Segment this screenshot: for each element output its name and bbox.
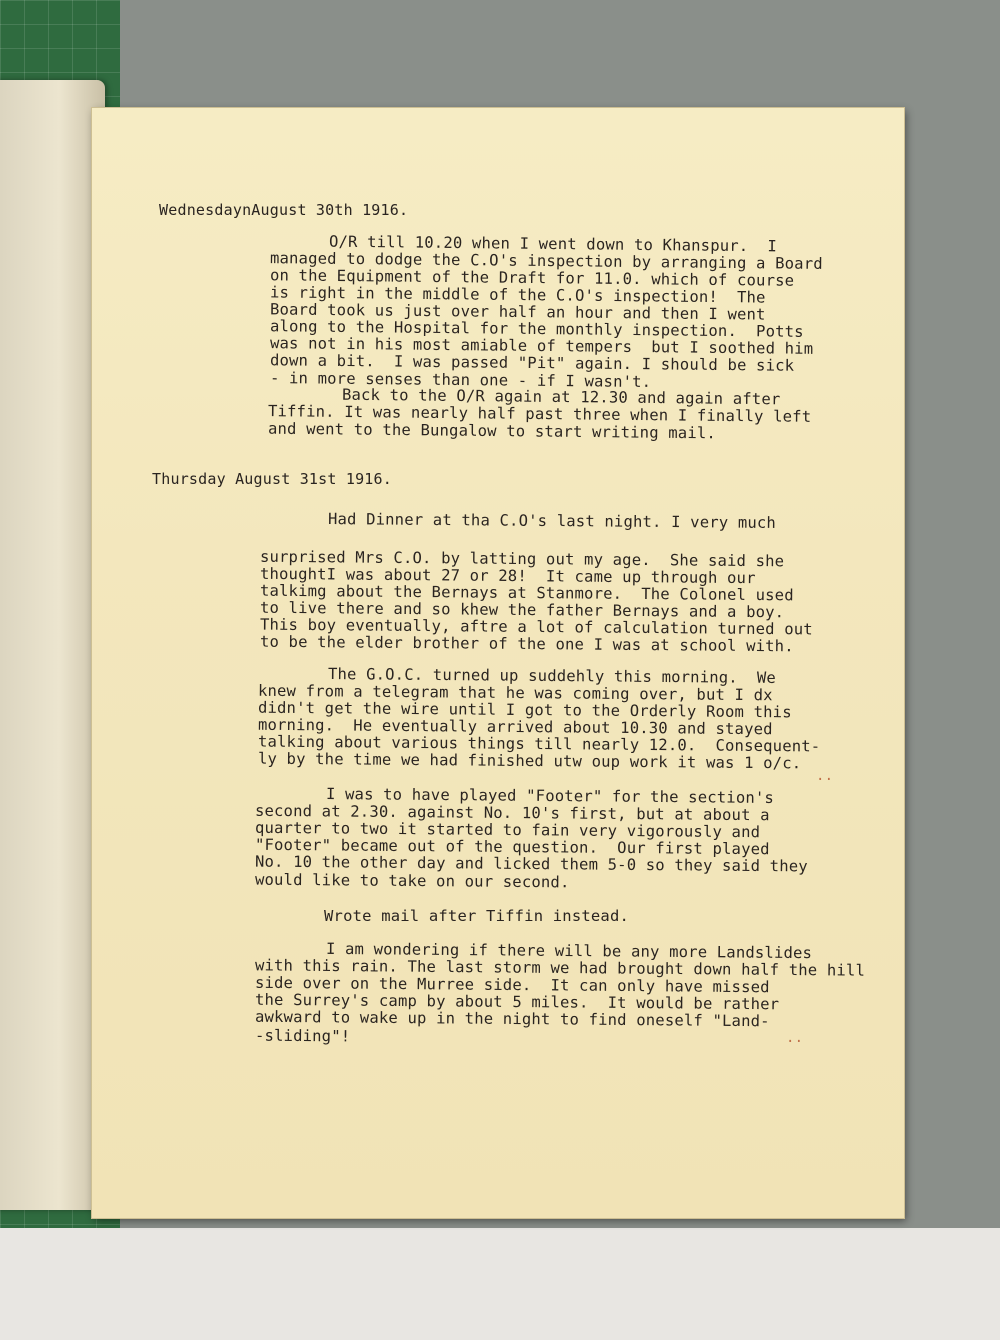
entry-line: The G.O.C. turned up suddehly this morning. We xyxy=(327,665,777,687)
entry-line: I was to have played "Footer" for the section's xyxy=(325,785,775,807)
entry-line: This boy eventually, aftre a lot of calculation turned out xyxy=(259,615,813,639)
entry-line: to live there and so khew the father Bernays and a boy. xyxy=(259,598,785,622)
entry-line: awkward to wake up in the night to find oneself "Land- xyxy=(254,1007,770,1031)
pen-mark: .. xyxy=(786,1030,804,1046)
entry-line: Board took us just over half an hour and then I went xyxy=(269,300,766,324)
entry-heading-thursday: Thursday August 31st 1916. xyxy=(152,470,392,488)
entry-line: second at 2.30. against No. 10's first, but at about a xyxy=(254,801,770,825)
entry-line: on the Equipment of the Draft for 11.0. which of course xyxy=(269,266,795,290)
entry-line: and went to the Bungalow to start writing mail. xyxy=(267,419,717,443)
entry-line: Tiffin. It was nearly half past three when I finally left xyxy=(267,402,812,426)
entry-line: ly by the time we had finished utw oup work it was 1 o/c. xyxy=(257,749,802,773)
entry-line: didn't get the wire until I got to the Orderly Room this xyxy=(257,698,792,722)
entry-line: talkimg about the Bernays at Stanmore. The Colonel used xyxy=(259,581,794,605)
typed-text xyxy=(92,108,904,1218)
entry-line: to be the elder brother of the one I was at school with. xyxy=(259,632,794,656)
entry-line: talking about various things till nearly 12.0. Consequent- xyxy=(257,732,821,756)
entry-line: was not in his most amiable of tempers but I soothed him xyxy=(269,334,814,358)
entry-line: Had Dinner at tha C.O's last night. I very much xyxy=(327,510,777,532)
entry-line: quarter to two it started to fain very vigorously and xyxy=(254,818,761,842)
entry-line: Wrote mail after Tiffin instead. xyxy=(324,907,630,925)
entry-line: -sliding"! xyxy=(254,1026,351,1046)
entry-line: No. 10 the other day and licked them 5-0 so they said they xyxy=(254,852,808,876)
entry-line: is right in the middle of the C.O's inspection! The xyxy=(269,283,766,307)
entry-line: the Surrey's camp by about 5 miles. It would be rather xyxy=(254,990,780,1014)
entry-line: would like to take on our second. xyxy=(254,870,570,892)
entry-line: managed to dodge the C.O's inspection by arranging a Board xyxy=(269,249,823,273)
entry-line: side over on the Murree side. It can only have missed xyxy=(254,973,770,997)
entry-line: morning. He eventually arrived about 10.30 and stayed xyxy=(257,715,773,739)
entry-line: Back to the O/R again at 12.30 and again after xyxy=(341,385,781,409)
entry-heading-wednesday: WednesdaynAugust 30th 1916. xyxy=(159,201,409,219)
entry-line: along to the Hospital for the monthly inspection. Potts xyxy=(269,317,804,341)
entry-line: "Footer" became out of the question. Our first played xyxy=(254,835,770,859)
entry-line: O/R till 10.20 when I went down to Khanspur. I xyxy=(328,232,778,256)
pen-mark: .. xyxy=(816,768,834,784)
entry-line: knew from a telegram that he was coming over, but I dx xyxy=(257,681,773,705)
entry-line: - in more senses than one - if I wasn't. xyxy=(269,369,652,391)
entry-line: I am wondering if there will be any more Landslides xyxy=(325,939,813,963)
entry-line: down a bit. I was passed "Pit" again. I should be sick xyxy=(269,351,795,375)
scanner-bottom-band xyxy=(0,1228,1000,1340)
typed-diary-sheet xyxy=(92,108,904,1218)
entry-line: surprised Mrs C.O. by latting out my age. She said she xyxy=(259,547,785,571)
entry-line: thoughtI was about 27 or 28! It came up through our xyxy=(259,564,756,588)
entry-line: with this rain. The last storm we had brought down half the hill xyxy=(254,956,866,980)
album-left-page xyxy=(0,80,105,1210)
